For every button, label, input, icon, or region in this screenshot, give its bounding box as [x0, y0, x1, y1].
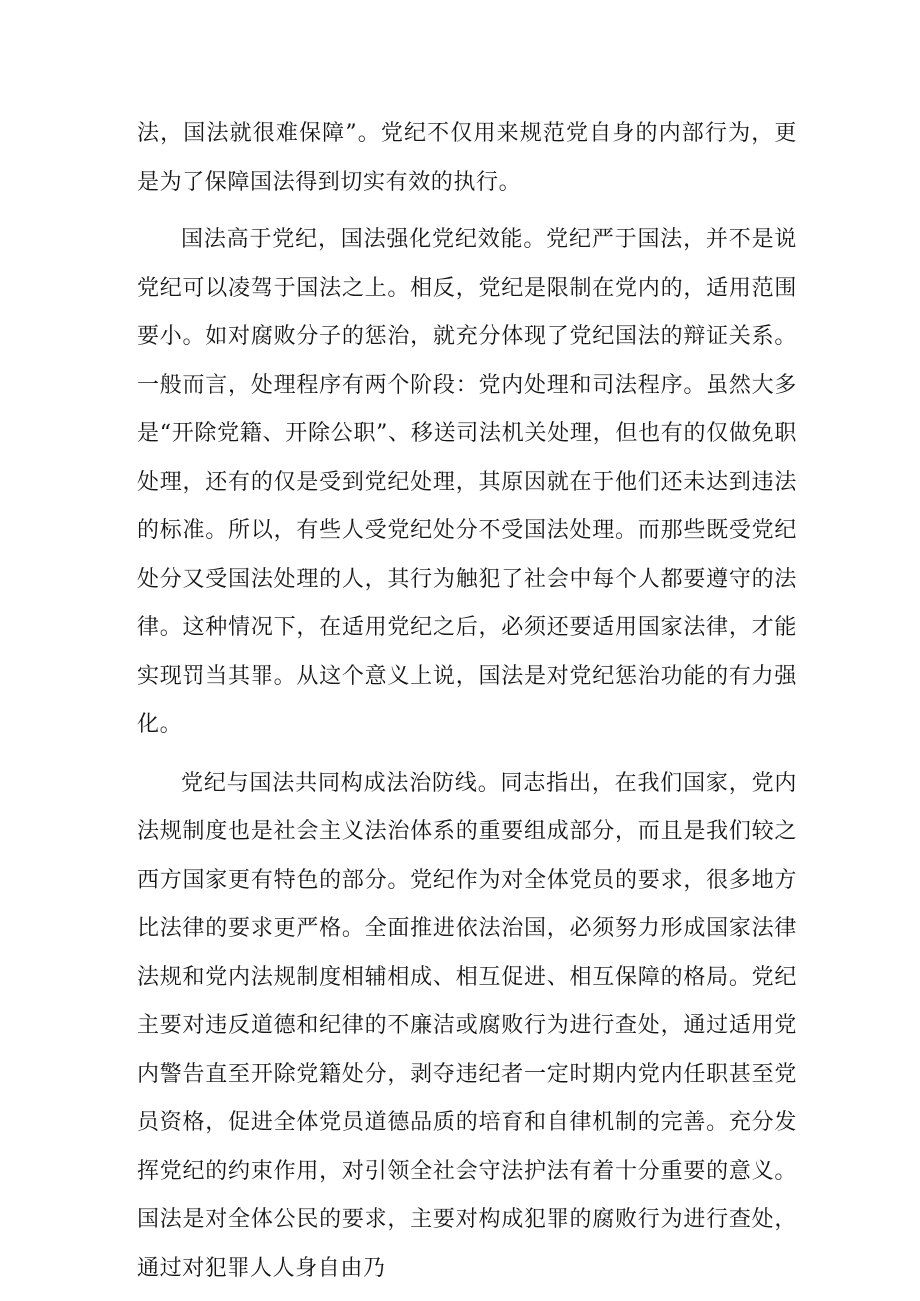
document-body	[137, 110, 797, 1293]
paragraph-continuation: 法，国法就很难保障”。党纪不仅用来规范党自身的内部行为，更是为了保障国法得到切实有效的执行。	[137, 121, 797, 195]
paragraph-joint-rule-of-law-defense: 党纪与国法共同构成法治防线。同志指出，在我们国家，党内法规制度也是社会主义法治体系的重要组成部分，而且是我们较之西方国家更有特色的部分。党纪作为对全体党员的要求，很多地方比法律的要求更严格。全面推进依法治国，必须努力形成国家法律法规和党内法规制度相辅相成、相互促进、相互保障的格局。党纪主要对违反道德和纪律的不廉洁或腐败行为进行查处，通过适用党内警告直至开除党籍处分，剥夺违纪者一定时期内党内任职甚至党员资格，促进全体党员道德品质的培育和自律机制的完善。充分发挥党纪的约束作用，对引领全社会守法护法有着十分重要的意义。国法是对全体公民的要求，主要对构成犯罪的腐败行为进行查处，通过对犯罪人人身自由乃	[137, 770, 797, 1281]
paragraph-national-law-strengthens-discipline: 国法高于党纪，国法强化党纪效能。党纪严于国法，并不是说党纪可以凌驾于国法之上。相反，党纪是限制在党内的，适用范围要小。如对腐败分子的惩治，就充分体现了党纪国法的辩证关系。一般而言，处理程序有两个阶段：党内处理和司法程序。虽然大多是“开除党籍、开除公职”、移送司法机关处理，但也有的仅做免职处理，还有的仅是受到党纪处理，其原因就在于他们还未达到违法的标准。所以，有些人受党纪处分不受国法处理。而那些既受党纪处分又受国法处理的人，其行为触犯了社会中每个人都要遵守的法律。这种情况下，在适用党纪之后，必须还要适用国家法律，才能实现罚当其罪。从这个意义上说，国法是对党纪惩治功能的有力强化。	[137, 227, 797, 737]
